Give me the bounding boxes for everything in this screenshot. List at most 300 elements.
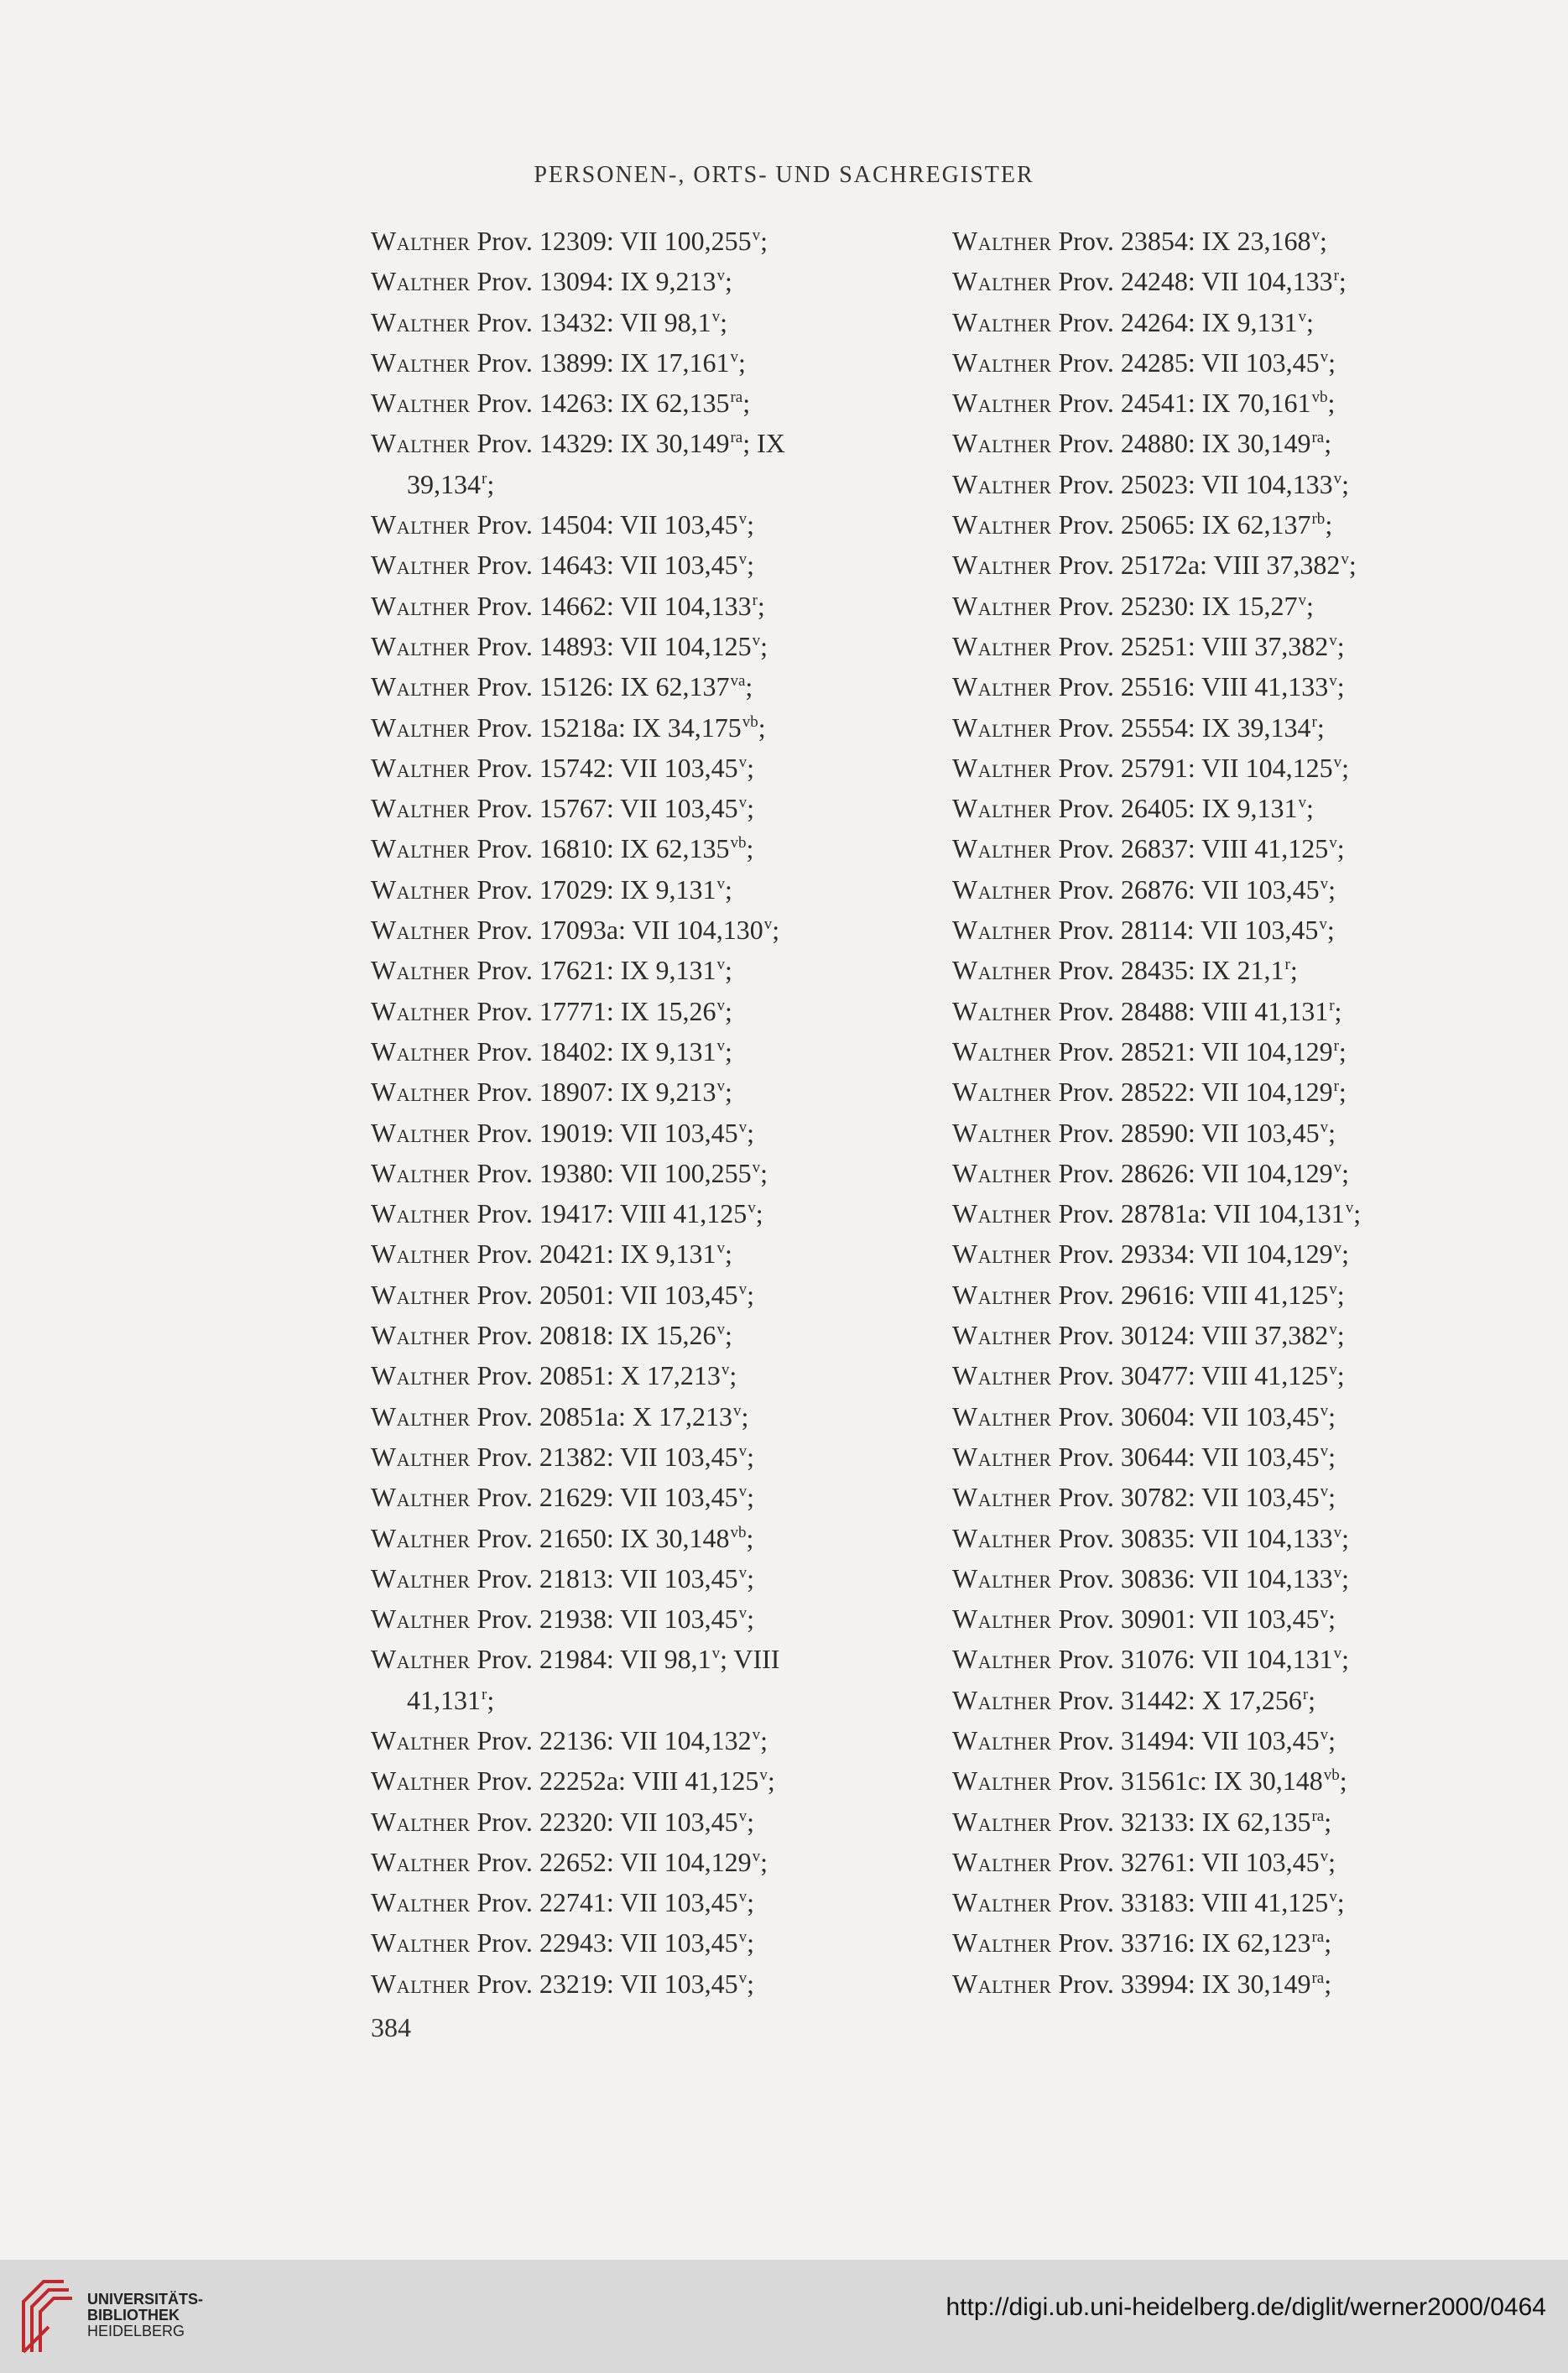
entry-tail: ; [729,1360,737,1391]
entry-tail: ; [741,1400,749,1432]
entry-name: Walther [371,1724,471,1755]
page-number: 384 [371,2012,411,2042]
entry-tail: ; [1325,509,1333,540]
entry-folio-marker: v [1329,1888,1337,1906]
entry-tail: ; [1328,1117,1336,1148]
entry-tail: ; [1338,266,1347,297]
entry-reference: Prov. 22943: VII 103,45 [470,1927,738,1958]
index-entry [371,1034,841,1074]
entry-name: Walther [371,712,471,743]
entry-name: Walther [952,388,1052,419]
entry-reference: Prov. 21813: VII 103,45 [470,1562,738,1593]
entry-folio-marker: vb [742,712,758,731]
entry-reference: Prov. 14893: VII 104,125 [470,630,752,661]
entry-name: Walther [952,630,1052,661]
entry-reference: Prov. 33716: IX 62,123 [1051,1927,1311,1958]
index-entry [952,305,1456,345]
entry-folio-marker: v [733,1401,742,1420]
entry-tail: ; [742,388,751,419]
entry-reference: Prov. 30644: VII 103,45 [1051,1441,1320,1472]
library-name-line3: HEIDELBERG [87,2323,185,2339]
entry-reference: Prov. 18402: IX 9,131 [470,1035,716,1067]
entry-reference: Prov. 14263: IX 62,135 [470,388,730,419]
entry-reference: Prov. 20851a: X 17,213 [470,1400,733,1432]
entry-reference: Prov. 31442: X 17,256 [1051,1684,1302,1715]
entry-reference: Prov. 33183: VIII 41,125 [1051,1887,1329,1918]
entry-reference: Prov. 17771: IX 15,26 [470,995,716,1026]
entry-reference: Prov. 30124: VIII 37,382 [1051,1320,1329,1351]
permalink-url[interactable]: http://digi.ub.uni-heidelberg.de/diglit/werner2000/0464 [945,2293,1546,2321]
entry-folio-marker: v [1333,1239,1342,1258]
entry-reference: Prov. 15742: VII 103,45 [470,752,738,783]
entry-name: Walther [952,1157,1052,1188]
entry-tail: ; [747,1927,754,1958]
entry-name: Walther [371,752,471,783]
entry-reference: Prov. 30604: VII 103,45 [1051,1400,1320,1432]
entry-folio-marker: v [1298,591,1306,609]
index-entry [952,872,1456,912]
entry-reference: Prov. 16810: IX 62,135 [470,833,730,864]
index-entry [952,1844,1456,1885]
entry-tail: ; [746,833,754,864]
entry-name: Walther [371,1522,471,1553]
entry-folio-marker: v [1320,874,1329,893]
entry-reference: Prov. 32761: VII 103,45 [1051,1846,1320,1877]
entry-reference: Prov. 19380: VII 100,255 [470,1157,752,1188]
index-entry [952,1277,1456,1317]
entry-folio-marker: v [748,1199,756,1218]
entry-reference: Prov. 26405: IX 9,131 [1051,793,1298,824]
entry-name: Walther [371,1968,471,1999]
entry-folio-marker: vb [1311,389,1328,407]
index-entry [371,223,841,263]
index-entry [371,1601,841,1641]
entry-folio-marker: v [1333,1645,1342,1663]
entry-tail: ; [737,347,746,378]
index-entry [371,790,841,831]
entry-folio-marker: v [738,753,748,771]
index-entry [371,1844,841,1885]
entry-tail: ; [747,1279,754,1310]
entry-reference: Prov. 14329: IX 30,149 [470,428,730,459]
entry-name: Walther [371,1320,471,1351]
entry-reference: Prov. 31561c: IX 30,148 [1051,1765,1323,1797]
entry-reference: Prov. 28521: VII 104,129 [1051,1035,1333,1067]
entry-reference: Prov. 25516: VIII 41,133 [1051,671,1329,702]
entry-tail: ; [758,712,766,743]
entry-name: Walther [952,266,1052,297]
entry-name: Walther [952,1077,1052,1108]
index-entry [952,1236,1456,1276]
entry-reference: Prov. 17029: IX 9,131 [470,874,716,905]
entry-reference: Prov. 21382: VII 103,45 [470,1441,738,1472]
entry-tail: ; [1341,1239,1349,1270]
entry-reference: Prov. 25172a: VIII 37,382 [1051,550,1341,581]
entry-folio-marker: r [482,469,487,488]
entry-name: Walther [371,1846,471,1877]
entry-name: Walther [371,306,471,337]
entry-tail: ; [487,1684,495,1715]
entry-reference: Prov. 13899: IX 17,161 [470,347,730,378]
entry-folio-marker: v [738,1563,748,1582]
entry-tail: ; [1316,712,1325,743]
entry-name: Walther [952,306,1052,337]
entry-folio-marker: r [1333,1036,1339,1055]
index-entry-continuation [371,467,841,507]
entry-tail: ; [1341,752,1349,783]
entry-name: Walther [371,1441,471,1472]
entry-name: Walther [371,1198,471,1229]
entry-folio-marker: v [1329,1280,1337,1298]
entry-reference: Prov. 28488: VIII 41,131 [1051,995,1329,1026]
entry-name: Walther [952,1239,1052,1270]
entry-tail: ; [1338,1077,1347,1108]
index-entry [952,1682,1456,1723]
entry-folio-marker: v [1320,1604,1329,1623]
index-entry [952,831,1456,871]
entry-reference: Prov. 25023: VII 104,133 [1051,468,1333,499]
entry-reference: Prov. 17093a: VII 104,130 [470,915,763,946]
entry-name: Walther [952,550,1052,581]
entry-tail: ; VIII [720,1644,780,1675]
index-entry [952,345,1456,385]
entry-tail: ; [747,1806,754,1837]
index-entry [371,952,841,993]
entry-reference: Prov. 28114: VII 103,45 [1051,915,1319,946]
entry-tail: ; [745,671,753,702]
entry-name: Walther [952,1765,1052,1797]
entry-reference: Prov. 25251: VIII 37,382 [1051,630,1329,661]
entry-tail: ; [1324,428,1332,459]
entry-reference: Prov. 24264: IX 9,131 [1051,306,1298,337]
index-entry [952,1317,1456,1358]
entry-tail: ; [1341,468,1349,499]
entry-folio-marker: v [1320,1847,1329,1865]
entry-tail: ; [747,1441,754,1472]
entry-folio-marker: v [752,1725,761,1744]
entry-name: Walther [952,226,1052,256]
entry-reference: Prov. 33994: IX 30,149 [1051,1968,1311,1999]
entry-reference: Prov. 13094: IX 9,213 [470,266,716,297]
entry-reference: Prov. 21938: VII 103,45 [470,1604,738,1635]
entry-folio-marker: rb [1311,510,1326,529]
entry-folio-marker: v [1320,1442,1329,1460]
index-entry [952,1196,1456,1236]
entry-folio-marker: v [1319,915,1327,934]
entry-name: Walther [371,833,471,864]
entry-name: Walther [371,1077,471,1108]
entry-tail: ; [747,1887,754,1918]
entry-name: Walther [952,1117,1052,1148]
entry-tail: ; [1334,995,1342,1026]
entry-reference: Prov. 23854: IX 23,168 [1051,226,1311,256]
entry-reference: Prov. 28435: IX 21,1 [1051,955,1284,986]
entry-name: Walther [371,266,471,297]
index-column-left [371,223,841,2006]
index-entry [952,425,1456,466]
entry-tail: ; [1336,630,1345,661]
entry-name: Walther [952,793,1052,824]
index-entry [371,912,841,952]
entry-reference: Prov. 18907: IX 9,213 [470,1077,716,1108]
index-entry [952,1601,1456,1641]
entry-folio-marker: v [738,1888,748,1906]
entry-reference: Prov. 22252a: VIII 41,125 [470,1765,759,1797]
entry-reference: Prov. 19417: VIII 41,125 [470,1198,748,1229]
entry-folio-marker: v [763,915,773,934]
index-entry [371,1155,841,1196]
entry-name: Walther [952,1482,1052,1513]
entry-reference: Prov. 25065: IX 62,137 [1051,509,1311,540]
index-entry [952,1034,1456,1074]
entry-reference: Prov. 28590: VII 103,45 [1051,1117,1320,1148]
entry-name: Walther [371,347,471,378]
entry-folio-marker: v [1329,672,1337,691]
entry-tail: ; [760,1846,768,1877]
entry-name: Walther [952,671,1052,702]
entry-folio-marker: ra [1311,1969,1325,1987]
entry-name: Walther [371,1887,471,1918]
entry-tail: ; [747,1968,754,1999]
index-entry [371,507,841,547]
entry-tail: ; [487,468,495,499]
index-entry [952,507,1456,547]
entry-name: Walther [371,1644,471,1675]
index-entry [371,872,841,912]
entry-reference: Prov. 22136: VII 104,132 [470,1724,752,1755]
entry-folio-marker: ra [1311,429,1325,447]
index-entry [371,1520,841,1561]
entry-name: Walther [952,1724,1052,1755]
entry-tail: ; IX [742,428,785,459]
entry-folio-marker: r [1333,1077,1339,1096]
index-entry [952,467,1456,507]
entry-folio-marker: v [1329,1361,1337,1379]
entry-reference: Prov. 26837: VIII 41,125 [1051,833,1329,864]
entry-name: Walther [371,1806,471,1837]
entry-name: Walther [952,428,1052,459]
entry-reference: Prov. 30477: VIII 41,125 [1051,1360,1329,1391]
entry-name: Walther [371,1400,471,1432]
entry-folio-marker: v [1333,1158,1342,1176]
entry-name: Walther [371,1279,471,1310]
entry-folio-marker: r [752,591,758,609]
index-entry [952,1074,1456,1114]
entry-name: Walther [952,590,1052,621]
index-entry [952,263,1456,304]
entry-reference: Prov. 15218a: IX 34,175 [470,712,742,743]
entry-tail: ; [760,226,768,256]
index-entry [371,750,841,790]
entry-folio-marker: v [759,1766,768,1785]
entry-tail: ; [1328,874,1336,905]
entry-tail: ; [1341,1562,1349,1593]
entry-reference: Prov. 30901: VII 103,45 [1051,1604,1320,1635]
running-head: PERSONEN-, ORTS- UND SACHREGISTER [534,162,1034,188]
entry-tail: ; [747,1482,754,1513]
entry-folio-marker: v [716,956,725,974]
index-entry [952,912,1456,952]
entry-reference: Prov. 22741: VII 103,45 [470,1887,738,1918]
entry-folio-marker: v [1298,794,1306,812]
entry-folio-marker: va [730,672,746,691]
entry-name: Walther [371,590,471,621]
index-column-right [952,223,1456,2006]
entry-tail: ; [746,1522,754,1553]
entry-name: Walther [371,671,471,702]
entry-tail: ; [747,1117,754,1148]
entry-tail: ; [760,1157,768,1188]
library-name [87,2292,203,2339]
entry-name: Walther [952,1806,1052,1837]
index-entry [371,1277,841,1317]
entry-reference: Prov. 30836: VII 104,133 [1051,1562,1333,1593]
entry-folio-marker: v [738,1807,748,1825]
entry-tail: ; [1328,347,1336,378]
entry-tail: ; [724,1239,732,1270]
entry-tail: ; [1336,1360,1345,1391]
library-name-line1: UNIVERSITÄTS- [87,2291,204,2308]
entry-folio-marker: v [1333,469,1342,488]
entry-folio-marker: r [1284,956,1290,974]
entry-folio-marker: v [716,996,725,1014]
entry-reference: Prov. 30835: VII 104,133 [1051,1522,1333,1553]
entry-folio-marker: ra [730,429,743,447]
entry-folio-marker: v [711,1645,721,1663]
entry-folio-marker: v [716,874,725,893]
entry-folio-marker: v [1320,347,1329,366]
entry-folio-marker: v [716,1239,725,1258]
entry-reference: Prov. 19019: VII 103,45 [470,1117,738,1148]
index-entry [371,1723,841,1763]
entry-reference: Prov. 12309: VII 100,255 [470,226,752,256]
entry-tail: ; [1341,1157,1349,1188]
entry-reference: Prov. 21629: VII 103,45 [470,1482,738,1513]
index-entry [371,547,841,587]
entry-tail: ; [724,1035,732,1067]
entry-folio-marker: v [716,1321,725,1339]
entry-tail: ; [1328,1604,1336,1635]
entry-folio-marker: v [738,1604,748,1623]
entry-reference: Prov. 24541: IX 70,161 [1051,388,1311,419]
entry-folio-marker: ra [1311,1928,1325,1947]
entry-name: Walther [952,915,1052,946]
index-entry [371,1641,841,1682]
entry-name: Walther [952,1400,1052,1432]
entry-tail: ; [747,509,754,540]
entry-reference: Prov. 21984: VII 98,1 [470,1644,711,1675]
entry-tail: ; [760,1724,768,1755]
entry-name: Walther [952,468,1052,499]
entry-folio-marker: vb [730,1523,747,1541]
entry-name: Walther [371,995,471,1026]
entry-tail: ; [1328,1400,1336,1432]
entry-tail: ; [1336,1279,1345,1310]
entry-reference: Prov. 25554: IX 39,134 [1051,712,1311,743]
index-entry [371,588,841,628]
index-entry [952,1479,1456,1520]
entry-reference: Prov. 29334: VII 104,129 [1051,1239,1333,1270]
index-entry [952,1358,1456,1398]
entry-name: Walther [952,955,1052,986]
index-entry [952,1155,1456,1196]
entry-tail: ; [747,793,754,824]
entry-reference: Prov. 14504: VII 103,45 [470,509,738,540]
viewer-footer [0,2260,1568,2373]
entry-name: Walther [952,1927,1052,1958]
entry-folio-marker: r [482,1685,487,1703]
entry-folio-marker: v [1345,1199,1354,1218]
entry-folio-marker: r [1302,1685,1309,1703]
index-entry [952,547,1456,587]
entry-folio-marker: r [1329,996,1335,1014]
entry-tail: ; [724,1320,732,1351]
entry-folio-marker: v [752,1847,761,1865]
index-entry [952,1804,1456,1844]
entry-reference: Prov. 15767: VII 103,45 [470,793,738,824]
index-entry [371,1885,841,1925]
index-entry [952,1399,1456,1439]
entry-folio-marker: v [1341,550,1349,569]
entry-tail: ; [1326,915,1335,946]
index-entry [371,831,841,871]
entry-reference: Prov. 25230: IX 15,27 [1051,590,1298,621]
entry-folio-marker: v [738,510,748,529]
entry-tail: ; [1336,1320,1345,1351]
index-entry [952,588,1456,628]
entry-reference: Prov. 24880: IX 30,149 [1051,428,1311,459]
entry-name: Walther [952,1604,1052,1635]
entry-tail: ; [1305,590,1314,621]
entry-tail: ; [724,266,732,297]
entry-reference: Prov. 24285: VII 103,45 [1051,347,1320,378]
index-entry [952,710,1456,750]
entry-folio-marker: v [738,1280,748,1298]
entry-folio-marker: vb [730,834,747,853]
entry-reference: 39,134 [407,468,481,499]
entry-folio-marker: v [1329,1321,1337,1339]
entry-tail: ; [1324,1927,1332,1958]
entry-folio-marker: v [716,1036,725,1055]
index-entry [371,263,841,304]
entry-tail: ; [1308,1684,1316,1715]
entry-tail: ; [1338,1035,1347,1067]
entry-name: Walther [371,874,471,905]
index-entry [371,994,841,1034]
entry-name: Walther [371,793,471,824]
entry-folio-marker: vb [1323,1766,1340,1785]
entry-folio-marker: ra [730,389,743,407]
entry-name: Walther [371,1927,471,1958]
index-entry [371,1439,841,1479]
entry-name: Walther [952,1968,1052,1999]
index-entry [371,1925,841,1965]
entry-name: Walther [371,955,471,986]
entry-tail: ; [724,1077,732,1108]
entry-reference: Prov. 23219: VII 103,45 [470,1968,738,1999]
index-entry [371,1399,841,1439]
entry-name: Walther [952,752,1052,783]
entry-folio-marker: v [1311,227,1320,244]
entry-name: Walther [371,388,471,419]
entry-folio-marker: v [738,550,748,569]
entry-tail: ; [724,995,732,1026]
entry-folio-marker: v [1333,753,1342,771]
entry-folio-marker: r [1333,267,1339,285]
index-entry [952,1439,1456,1479]
entry-tail: ; [1353,1198,1362,1229]
index-entry [952,1723,1456,1763]
